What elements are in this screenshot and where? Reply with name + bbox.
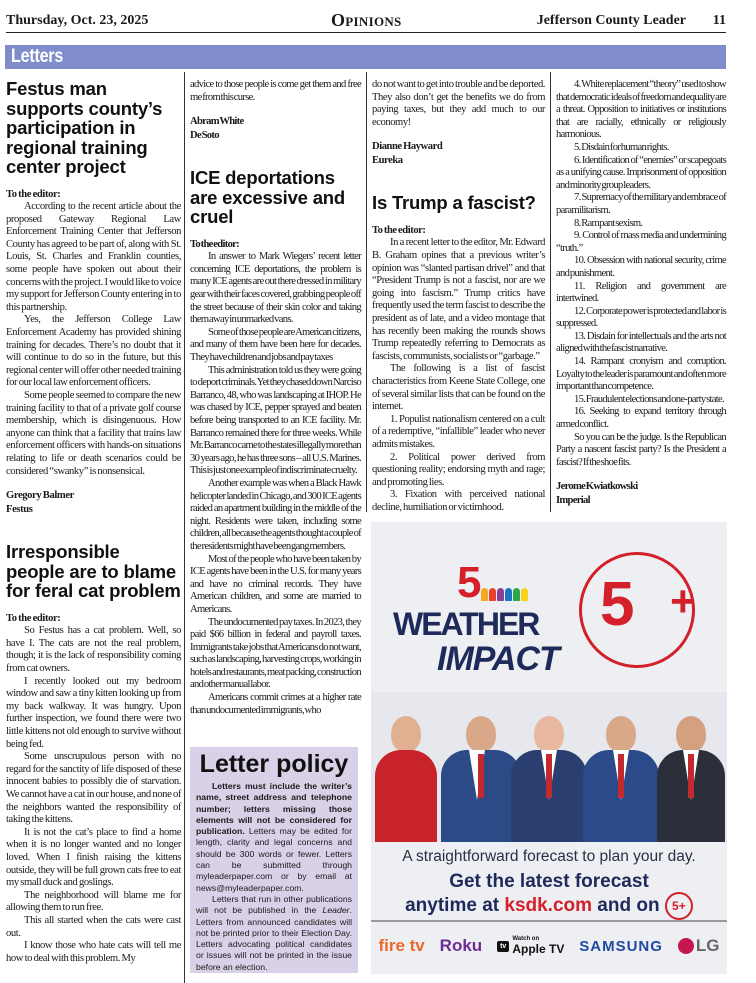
- column-1: [6, 79, 181, 965]
- letter-paragraph: Another example was when a Black Hawk helicopter landed in Chicago, and 300 ICE agents raided an apartment building in the middle of the night. Residents were taken, including some children, all because the agents thought a couple of the residents might have been gang members.: [190, 477, 361, 552]
- policy-text: . Letters from announced candidates will not be printed prior to their Election Day. Letters advocating political candidates or issues will not be printed in the issue before an election.: [196, 905, 352, 972]
- samsung-logo: SAMSUNG: [579, 937, 663, 955]
- weather-impact-ad[interactable]: [371, 522, 727, 974]
- letter-paragraph: I know those who hate cats will tell me how to deal with this problem. My: [6, 940, 181, 964]
- policy-requirements: Letters must include the writer’s name, street address and telephone number; letters missing those elements will not be considered for publication.: [196, 781, 352, 837]
- letter-paragraph: 10. Obsession with national security, crime and punishment.: [556, 255, 726, 279]
- lg-logo: [678, 936, 720, 956]
- column-4: [556, 79, 726, 507]
- letter-paragraph: 1. Populist nationalism centered on a cult of a redemptive, “infallible” leader who never admits mistakes.: [372, 413, 545, 450]
- 5-plus-logo: 5 +: [579, 552, 695, 668]
- ad-divider: [371, 920, 727, 922]
- signature-name: Dianne Hayward: [372, 141, 443, 153]
- letter-paragraph: 3. Fixation with perceived national decline, humiliation or victimhood.: [372, 489, 545, 513]
- apple-tv-icon: tv: [497, 941, 509, 952]
- letter-paragraph: Most of the people who have been taken by ICE agents have been in the U.S. for many years and have no criminal records. They have American children, and some are married to Americans.: [190, 553, 361, 615]
- nbc-peacock-icon: [481, 588, 528, 601]
- salutation: To the editor:: [372, 224, 426, 236]
- letter-paragraph: Americans commit crimes at a higher rate than undocumented immigrants, who: [190, 692, 361, 716]
- cta-line: Get the latest forecast: [449, 871, 649, 892]
- person: [511, 716, 587, 842]
- issue-date: Thursday, Oct. 23, 2025: [6, 13, 149, 28]
- letter-paragraph: 7. Supremacy of the military and embrace of paramilitarism.: [556, 192, 726, 216]
- forecaster-team-photo: [371, 692, 727, 842]
- letter-paragraph: 16. Seeking to expand territory through armed conflict.: [556, 406, 726, 431]
- letter-paragraph: In a recent letter to the editor, Mr. Edward B. Graham opines that a previous writer’s opinion was “slanted partisan drivel” and that “President Trump is not a fascist, nor are we going into fascism.” Trump critics have frequently used the term fascist to describe the president as of late, and a video montage that has recently been making the rounds shows Trump repeatedly referring to Democrats as fascists, communists, socialists or “garbage.”: [372, 237, 545, 362]
- letter-paragraph: This all started when the cats were cast out.: [6, 914, 181, 939]
- letter-paragraph: 4. White replacement “theory” used to show that democratic ideals of freedom and equality are a threat. Opposition to initiatives or institutions that are racially, ethnically or religiously harmonious.: [556, 79, 726, 141]
- signature-name: Jerome Kwiatkowski: [556, 481, 638, 493]
- letter-paragraph: 12. Corporate power is protected and labor is suppressed.: [556, 305, 726, 330]
- letter-paragraph: 11. Religion and government are intertwined.: [556, 280, 726, 305]
- streaming-platforms: [371, 929, 727, 963]
- lg-label: LG: [695, 936, 720, 955]
- column-divider: [550, 72, 551, 512]
- letter-paragraph: 6. Identification of “enemies” or scapegoats as a unifying cause. Imprisonment of opposition and minority group leaders.: [556, 154, 726, 191]
- weather-wordmark: WEATHER: [393, 606, 539, 642]
- page-number: 11: [712, 13, 726, 28]
- letter-signature: [6, 489, 181, 516]
- section-label: Letters: [11, 46, 64, 67]
- person: [375, 716, 437, 842]
- signature-town: De Soto: [190, 129, 219, 141]
- salutation: To the editor:: [190, 238, 239, 250]
- letter-signature: [190, 115, 361, 142]
- column-divider: [366, 72, 367, 512]
- ad-tagline: A straightforward forecast to plan your day.: [402, 848, 696, 865]
- cta-line: and on: [592, 895, 660, 917]
- apple-tv-small: Watch on: [512, 936, 540, 942]
- salutation: To the editor:: [6, 188, 61, 200]
- salutation: To the editor:: [6, 612, 61, 624]
- spacer: [6, 516, 181, 542]
- person: [583, 716, 659, 842]
- letter-paragraph: Some of those people are American citizens, and many of them have been here for decades. They have children and jobs and pay taxes: [190, 326, 361, 364]
- letter-headline: ICE deportations are excessive and cruel: [190, 167, 345, 228]
- ksdk-5-logo: 5: [457, 558, 482, 607]
- apple-tv-logo: [497, 936, 564, 956]
- policy-text: Leader: [322, 905, 350, 916]
- letter-paragraph: I recently looked out my bedroom window and saw a tiny kitten looking up from my back walkway. It was hungry. Upon further inspection, we found there were two little kittens not old enough to survive without being fed.: [6, 675, 181, 750]
- person: [657, 716, 725, 842]
- page-header: [6, 10, 726, 33]
- letter-paragraph: do not want to get into trouble and be deported. They also don’t get the benefits we do from paying taxes, but they add much to our economy!: [372, 79, 545, 128]
- letter-headline: Is Trump a fascist?: [372, 192, 536, 214]
- letter-paragraph: 14. Rampant cronyism and corruption. Loyalty to the leader is paramount and often more important than competence.: [556, 356, 726, 393]
- column-divider: [184, 72, 185, 983]
- publication-name: Jefferson County Leader: [536, 13, 686, 28]
- column-2: [190, 79, 361, 717]
- 5-plus-mini-logo: 5+: [665, 892, 693, 920]
- letter-paragraph: 9. Control of mass media and undermining “truth.”: [556, 230, 726, 254]
- policy-text: Letters may be edited for length, clarity and legal concerns and should be 300 words or fewer. Letters can be submitted through myleaderpaper.com or by email at news@myleaderpaper.com.: [196, 826, 352, 893]
- section-title: Opinions: [331, 10, 402, 30]
- letter-policy-title: Letter policy: [199, 750, 349, 778]
- ad-call-to-action: [371, 872, 727, 920]
- person: [441, 716, 521, 842]
- letter-paragraph: Some unscrupulous person with no regard for the sanctity of life disposed of these innocent babies to possibly die of starvation. We cannot have a cat in our house, and none of the neighbors wanted the responsibility of taking the kittens.: [6, 751, 181, 826]
- spacer: [190, 142, 361, 168]
- letter-paragraph: advice to those people is come get them and free me from this curse.: [190, 79, 361, 103]
- roku-logo: Roku: [439, 936, 483, 955]
- letter-paragraph: 2. Political power derived from questioning reality; endorsing myth and rage; and promoting lies.: [372, 451, 545, 488]
- signature-town: Imperial: [556, 494, 590, 506]
- letter-policy-box: [190, 747, 358, 973]
- impact-wordmark: IMPACT: [437, 640, 559, 678]
- signature-name: Abram White: [190, 116, 244, 128]
- signature-town: Festus: [6, 503, 33, 515]
- letter-paragraph: It is not the cat’s place to find a home when it is no longer wanted and no longer loved. When I finish raising the kittens outside, they will be full grown cats free to eat my small duck and goslings.: [6, 826, 181, 889]
- letter-signature: [556, 480, 726, 507]
- letter-paragraph: The following is a list of fascist characteristics from Keene State College, one of several similar lists that can be found on the internet.: [372, 363, 545, 413]
- letter-paragraph: Some people seemed to compare the new training facility to that of a private golf course membership, which is disingenuous. How anyone can think that a facility that trains law enforcement officers with hands-on situations relating to life or death scenarios could be considered “swanky” is nonsensical.: [6, 390, 181, 477]
- column-3: [372, 79, 545, 515]
- policy-text: Letters that run in other publications will not be published in the: [196, 893, 352, 916]
- letter-paragraph: This administration told us they were going to deport criminals. Yet they chased down Narciso Barranco, 48, who was landscaping at IHOP. He was chased by ICE, pepper sprayed and beaten before being transported to an ICE facility. Mr. Barranco remained there for three weeks. While Mr. Barranco came to the states illegally more than 30 years ago, he has three sons – all U.S. Marines. This is just one example of indiscriminate cruelty.: [190, 364, 361, 477]
- letter-signature: [372, 140, 545, 167]
- fire-tv-logo: fire tv: [378, 936, 425, 955]
- letter-paragraph: According to the recent article about the proposed Gateway Regional Law Enforcement Training Center that Jefferson County has agreed to be part of, along with St. Louis, St. Charles and Franklin counties, some people have spoken out about their concerns with the project. I would like to voice my support for Jefferson County entering in to this partnership.: [6, 201, 181, 313]
- letter-paragraph: The neighborhood will blame me for allowing them to run free.: [6, 889, 181, 914]
- letter-paragraph: 5. Disdain for human rights.: [574, 141, 669, 153]
- letter-paragraph: So you can be the judge. Is the Republican Party a nascent fascist party? Is the President a fascist? If the shoe fits.: [556, 431, 726, 468]
- cta-line: anytime at: [405, 895, 505, 917]
- letter-paragraph: The undocumented pay taxes. In 2023, they paid $66 billion in federal and payroll taxes. Immigrants take jobs that Americans do not want, such as landscaping, harvesting crops, working in hotels and restaurants, meat packing, construction and other manual labor.: [190, 616, 361, 691]
- letter-paragraph: So Festus has a cat problem. Well, so have I. The cats are not the real problem, though; it is the lack of responsibility coming from cat owners.: [6, 625, 181, 675]
- signature-name: Gregory Balmer: [6, 490, 74, 502]
- letter-headline: Irresponsible people are to blame for feral cat problem: [6, 541, 181, 602]
- letter-paragraph: In answer to Mark Wiegers’ recent letter concerning ICE deportations, the problem is many ICE agents are out there dressed in military gear with their faces covered, grabbing people off the street because of their skin color and taking them away in unmarked vans.: [190, 251, 361, 326]
- signature-town: Eureka: [372, 154, 403, 166]
- spacer: [372, 167, 545, 193]
- letter-paragraph: Yes, the Jefferson College Law Enforcement Academy has provided shining training for decades. There’s no doubt that it will continue to do so in the future, but this regional center will offer other needed training for our local law enforcement officers.: [6, 314, 181, 389]
- apple-tv-label: Apple TV: [512, 942, 565, 956]
- letter-paragraph: 15. Fraudulent elections and one-party state.: [574, 393, 724, 405]
- letter-paragraph: 8. Rampant sexism.: [574, 217, 643, 229]
- lg-icon: [678, 938, 694, 954]
- letter-headline: Festus man supports county’s participation in regional training center project: [6, 78, 163, 177]
- ksdk-link[interactable]: ksdk.com: [504, 895, 593, 917]
- letters-section-bar: [5, 45, 726, 69]
- letter-paragraph: 13. Disdain for intellectuals and the arts not aligned with the fascist narrative.: [556, 330, 726, 355]
